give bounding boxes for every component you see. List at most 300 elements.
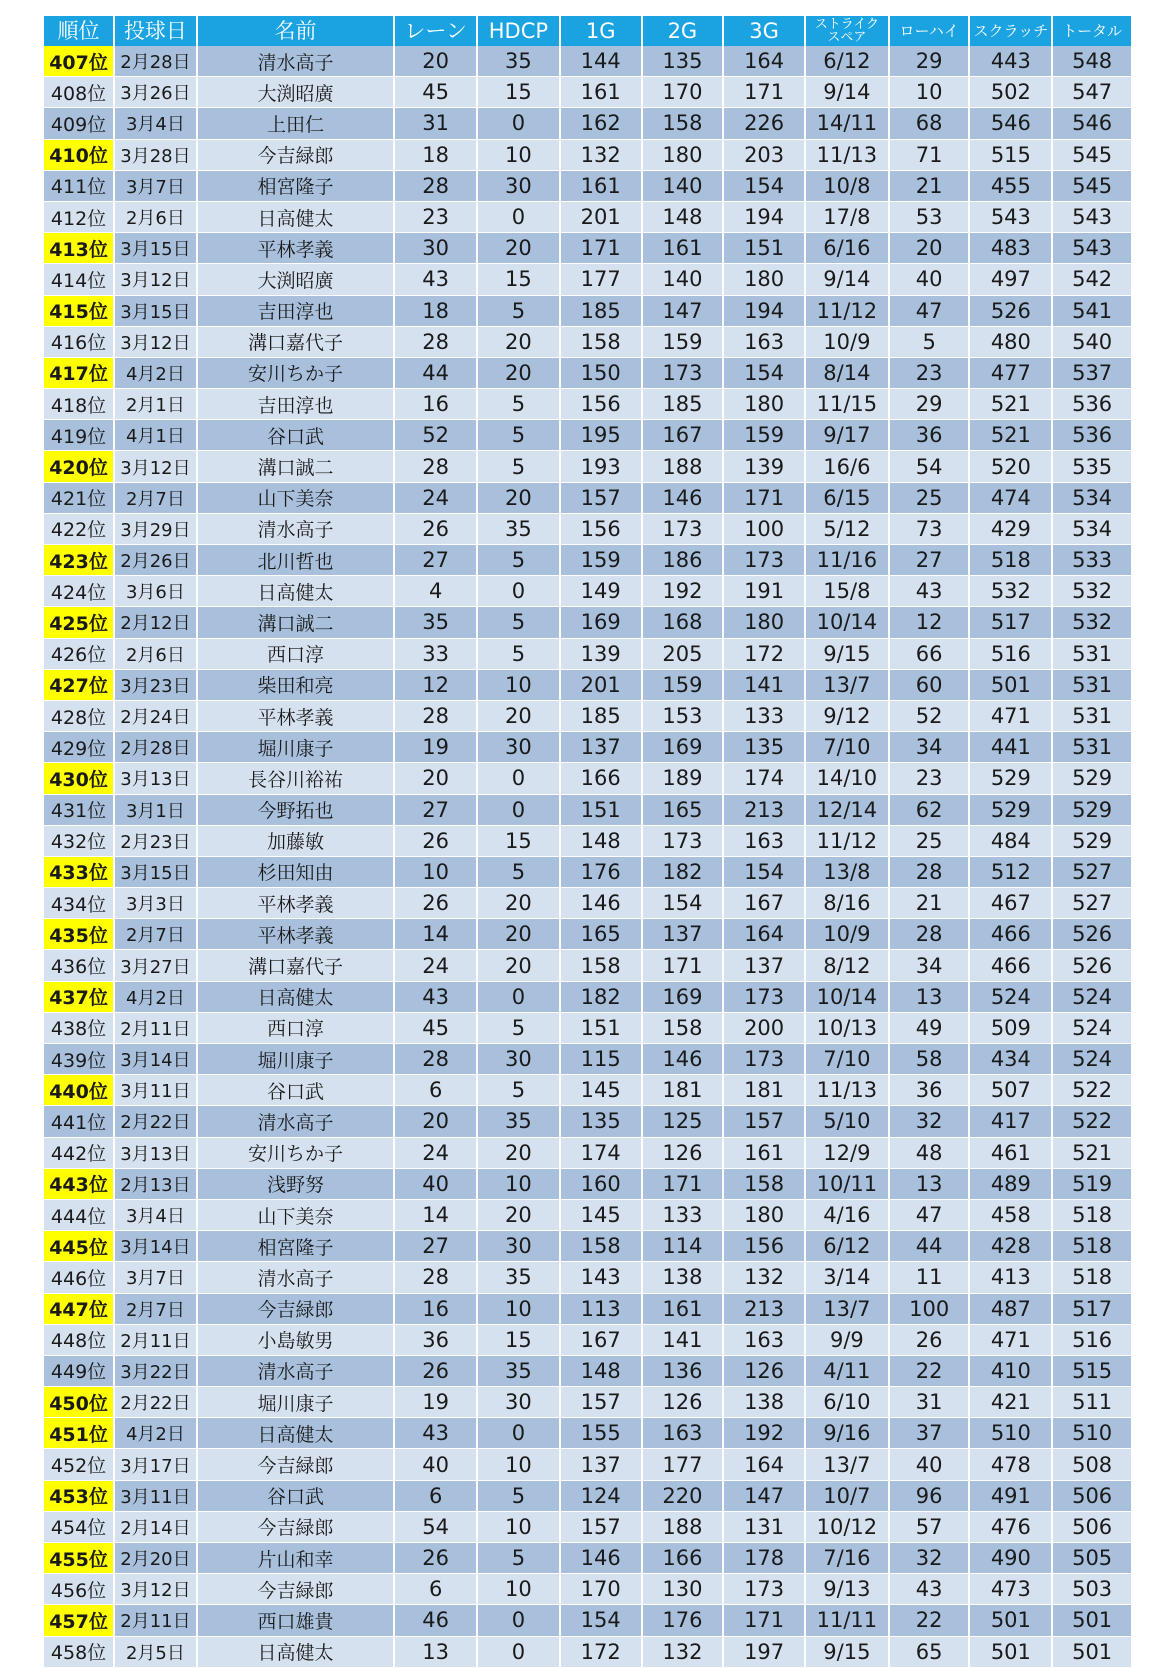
strike-spare-cell: 9/14 [805,77,889,108]
game2-score-cell: 192 [642,576,724,607]
low-high-cell: 62 [889,794,970,825]
table-row [44,389,1132,420]
game2-score-cell: 126 [642,1137,724,1168]
strike-spare-cell: 6/15 [805,482,889,513]
scratch-cell: 487 [969,1293,1052,1324]
low-high-cell: 13 [889,1168,970,1199]
total-cell: 536 [1052,420,1132,451]
rank-cell: 437位 [44,981,114,1012]
scratch-cell: 491 [969,1480,1052,1511]
rank-cell: 420位 [44,451,114,482]
player-name-cell: 今吉緑郎 [197,139,394,170]
lane-cell: 26 [394,1355,477,1386]
scratch-cell: 477 [969,357,1052,388]
game3-score-cell: 203 [723,139,805,170]
table-row [44,139,1132,170]
scratch-cell: 434 [969,1044,1052,1075]
player-name-cell: 谷口武 [197,1075,394,1106]
rank-cell: 415位 [44,295,114,326]
date-cell: 3月14日 [114,1231,197,1262]
rank-cell: 452位 [44,1449,114,1480]
low-high-cell: 28 [889,919,970,950]
scratch-cell: 497 [969,264,1052,295]
hdcp-cell: 10 [477,1511,560,1542]
game1-score-cell: 166 [560,763,642,794]
date-cell: 2月23日 [114,825,197,856]
hdcp-cell: 0 [477,1636,560,1667]
table-row [44,1137,1132,1168]
low-high-cell: 36 [889,1075,970,1106]
scratch-cell: 474 [969,482,1052,513]
header-date: 投球日 [114,16,197,46]
hdcp-cell: 30 [477,1044,560,1075]
date-cell: 3月14日 [114,1044,197,1075]
strike-spare-cell: 10/8 [805,170,889,201]
player-name-cell: 日高健太 [197,201,394,232]
date-cell: 2月14日 [114,1511,197,1542]
scratch-cell: 526 [969,295,1052,326]
rank-cell: 417位 [44,357,114,388]
hdcp-cell: 20 [477,1137,560,1168]
lane-cell: 24 [394,482,477,513]
table-row [44,1387,1132,1418]
lane-cell: 26 [394,825,477,856]
hdcp-cell: 20 [477,357,560,388]
game3-score-cell: 133 [723,700,805,731]
date-cell: 3月22日 [114,1355,197,1386]
game1-score-cell: 113 [560,1293,642,1324]
header-game2: 2G [642,16,724,46]
table-row [44,201,1132,232]
game3-score-cell: 100 [723,513,805,544]
scratch-cell: 480 [969,326,1052,357]
date-cell: 2月22日 [114,1106,197,1137]
game3-score-cell: 161 [723,1137,805,1168]
strike-spare-cell: 3/14 [805,1262,889,1293]
low-high-cell: 34 [889,950,970,981]
low-high-cell: 11 [889,1262,970,1293]
game1-score-cell: 146 [560,1543,642,1574]
hdcp-cell: 5 [477,1012,560,1043]
table-row [44,607,1132,638]
low-high-cell: 26 [889,1324,970,1355]
date-cell: 2月1日 [114,389,197,420]
low-high-cell: 43 [889,576,970,607]
strike-spare-cell: 7/16 [805,1543,889,1574]
low-high-cell: 65 [889,1636,970,1667]
low-high-cell: 60 [889,669,970,700]
game1-score-cell: 151 [560,794,642,825]
low-high-cell: 23 [889,357,970,388]
date-cell: 3月7日 [114,1262,197,1293]
low-high-cell: 32 [889,1543,970,1574]
hdcp-cell: 15 [477,825,560,856]
rank-cell: 418位 [44,389,114,420]
game2-score-cell: 205 [642,638,724,669]
total-cell: 546 [1052,108,1132,139]
scratch-cell: 521 [969,420,1052,451]
scratch-cell: 532 [969,576,1052,607]
scratch-cell: 458 [969,1199,1052,1230]
hdcp-cell: 10 [477,1449,560,1480]
low-high-cell: 100 [889,1293,970,1324]
game2-score-cell: 126 [642,1387,724,1418]
player-name-cell: 大渕昭廣 [197,77,394,108]
player-name-cell: 柴田和亮 [197,669,394,700]
strike-spare-cell: 16/6 [805,451,889,482]
date-cell: 3月7日 [114,170,197,201]
lane-cell: 43 [394,1418,477,1449]
game1-score-cell: 124 [560,1480,642,1511]
player-name-cell: 溝口嘉代子 [197,950,394,981]
player-name-cell: 今野拓也 [197,794,394,825]
rank-cell: 446位 [44,1262,114,1293]
lane-cell: 16 [394,389,477,420]
game1-score-cell: 185 [560,700,642,731]
hdcp-cell: 30 [477,1387,560,1418]
scratch-cell: 529 [969,794,1052,825]
table-row [44,763,1132,794]
total-cell: 524 [1052,1044,1132,1075]
total-cell: 516 [1052,1324,1132,1355]
game3-score-cell: 178 [723,1543,805,1574]
game2-score-cell: 133 [642,1199,724,1230]
rank-cell: 432位 [44,825,114,856]
low-high-cell: 28 [889,856,970,887]
strike-spare-cell: 7/10 [805,1044,889,1075]
game2-score-cell: 169 [642,732,724,763]
low-high-cell: 21 [889,888,970,919]
lane-cell: 26 [394,513,477,544]
hdcp-cell: 35 [477,46,560,77]
total-cell: 529 [1052,825,1132,856]
game2-score-cell: 188 [642,451,724,482]
low-high-cell: 25 [889,825,970,856]
scratch-cell: 489 [969,1168,1052,1199]
hdcp-cell: 5 [477,420,560,451]
table-row [44,1075,1132,1106]
date-cell: 3月12日 [114,264,197,295]
game1-score-cell: 193 [560,451,642,482]
scratch-cell: 466 [969,950,1052,981]
player-name-cell: 谷口武 [197,420,394,451]
low-high-cell: 31 [889,1387,970,1418]
hdcp-cell: 0 [477,108,560,139]
table-row [44,1636,1132,1667]
game3-score-cell: 226 [723,108,805,139]
scratch-cell: 417 [969,1106,1052,1137]
hdcp-cell: 20 [477,919,560,950]
lane-cell: 20 [394,763,477,794]
game2-score-cell: 185 [642,389,724,420]
date-cell: 3月4日 [114,1199,197,1230]
scratch-cell: 521 [969,389,1052,420]
game2-score-cell: 140 [642,264,724,295]
game1-score-cell: 177 [560,264,642,295]
header-rank: 順位 [44,16,114,46]
game2-score-cell: 182 [642,856,724,887]
table-row [44,1044,1132,1075]
table-row [44,295,1132,326]
table-row [44,981,1132,1012]
strike-spare-cell: 13/7 [805,1293,889,1324]
lane-cell: 27 [394,1231,477,1262]
lane-cell: 43 [394,264,477,295]
game3-score-cell: 213 [723,1293,805,1324]
lane-cell: 28 [394,326,477,357]
hdcp-cell: 35 [477,513,560,544]
rank-cell: 408位 [44,77,114,108]
strike-spare-cell: 9/17 [805,420,889,451]
strike-spare-cell: 12/14 [805,794,889,825]
table-row [44,513,1132,544]
table-row [44,1605,1132,1636]
game1-score-cell: 148 [560,1355,642,1386]
table-row [44,1574,1132,1605]
total-cell: 529 [1052,763,1132,794]
game2-score-cell: 220 [642,1480,724,1511]
game2-score-cell: 148 [642,201,724,232]
scratch-cell: 543 [969,201,1052,232]
player-name-cell: 今吉緑郎 [197,1293,394,1324]
total-cell: 541 [1052,295,1132,326]
hdcp-cell: 35 [477,1355,560,1386]
rank-cell: 428位 [44,700,114,731]
game1-score-cell: 176 [560,856,642,887]
low-high-cell: 34 [889,732,970,763]
game1-score-cell: 158 [560,1231,642,1262]
rank-cell: 435位 [44,919,114,950]
strike-spare-cell: 9/15 [805,1636,889,1667]
hdcp-cell: 5 [477,1075,560,1106]
game1-score-cell: 185 [560,295,642,326]
game3-score-cell: 173 [723,981,805,1012]
lane-cell: 24 [394,1137,477,1168]
hdcp-cell: 20 [477,1199,560,1230]
game1-score-cell: 170 [560,1574,642,1605]
strike-spare-cell: 15/8 [805,576,889,607]
hdcp-cell: 5 [477,545,560,576]
player-name-cell: 小島敏男 [197,1324,394,1355]
lane-cell: 4 [394,576,477,607]
scratch-cell: 471 [969,1324,1052,1355]
total-cell: 545 [1052,170,1132,201]
game3-score-cell: 194 [723,201,805,232]
date-cell: 2月22日 [114,1387,197,1418]
table-row [44,77,1132,108]
scratch-cell: 546 [969,108,1052,139]
game2-score-cell: 158 [642,1012,724,1043]
scratch-cell: 520 [969,451,1052,482]
game2-score-cell: 158 [642,108,724,139]
table-row [44,451,1132,482]
low-high-cell: 44 [889,1231,970,1262]
game3-score-cell: 159 [723,420,805,451]
game1-score-cell: 115 [560,1044,642,1075]
lane-cell: 28 [394,170,477,201]
hdcp-cell: 0 [477,1418,560,1449]
rank-cell: 421位 [44,482,114,513]
total-cell: 501 [1052,1636,1132,1667]
table-row [44,700,1132,731]
table-row [44,1480,1132,1511]
hdcp-cell: 30 [477,1231,560,1262]
game3-score-cell: 139 [723,451,805,482]
strike-spare-cell: 14/10 [805,763,889,794]
low-high-cell: 66 [889,638,970,669]
rank-cell: 453位 [44,1480,114,1511]
player-name-cell: 日高健太 [197,1418,394,1449]
total-cell: 508 [1052,1449,1132,1480]
date-cell: 3月4日 [114,108,197,139]
scratch-cell: 490 [969,1543,1052,1574]
total-cell: 527 [1052,856,1132,887]
scratch-cell: 443 [969,46,1052,77]
date-cell: 3月3日 [114,888,197,919]
strike-spare-cell: 6/16 [805,233,889,264]
game2-score-cell: 132 [642,1636,724,1667]
table-row [44,108,1132,139]
lane-cell: 44 [394,357,477,388]
game3-score-cell: 163 [723,1324,805,1355]
date-cell: 2月7日 [114,919,197,950]
game3-score-cell: 132 [723,1262,805,1293]
header-strike-spare: ストライク スペア [805,16,889,46]
game1-score-cell: 146 [560,888,642,919]
game3-score-cell: 192 [723,1418,805,1449]
lane-cell: 6 [394,1480,477,1511]
date-cell: 3月27日 [114,950,197,981]
game1-score-cell: 150 [560,357,642,388]
rank-cell: 442位 [44,1137,114,1168]
hdcp-cell: 0 [477,763,560,794]
game1-score-cell: 161 [560,77,642,108]
game1-score-cell: 132 [560,139,642,170]
rank-cell: 455位 [44,1543,114,1574]
lane-cell: 45 [394,1012,477,1043]
lane-cell: 10 [394,856,477,887]
game3-score-cell: 158 [723,1168,805,1199]
game2-score-cell: 186 [642,545,724,576]
low-high-cell: 71 [889,139,970,170]
scratch-cell: 478 [969,1449,1052,1480]
scratch-cell: 413 [969,1262,1052,1293]
low-high-cell: 57 [889,1511,970,1542]
player-name-cell: 清水高子 [197,46,394,77]
header-low-high: ローハイ [889,16,970,46]
rank-cell: 424位 [44,576,114,607]
player-name-cell: 平林孝義 [197,233,394,264]
date-cell: 3月12日 [114,1574,197,1605]
lane-cell: 14 [394,919,477,950]
game3-score-cell: 173 [723,1574,805,1605]
game3-score-cell: 173 [723,545,805,576]
table-row [44,1355,1132,1386]
low-high-cell: 23 [889,763,970,794]
rank-cell: 409位 [44,108,114,139]
game2-score-cell: 161 [642,1293,724,1324]
game3-score-cell: 171 [723,77,805,108]
low-high-cell: 13 [889,981,970,1012]
date-cell: 3月23日 [114,669,197,700]
lane-cell: 28 [394,1044,477,1075]
player-name-cell: 西口雄貴 [197,1605,394,1636]
game1-score-cell: 137 [560,1449,642,1480]
table-row [44,825,1132,856]
date-cell: 3月13日 [114,1137,197,1168]
low-high-cell: 10 [889,77,970,108]
table-row [44,357,1132,388]
total-cell: 531 [1052,669,1132,700]
low-high-cell: 73 [889,513,970,544]
date-cell: 4月2日 [114,981,197,1012]
game2-score-cell: 154 [642,888,724,919]
rank-cell: 458位 [44,1636,114,1667]
low-high-cell: 54 [889,451,970,482]
game2-score-cell: 166 [642,1543,724,1574]
rank-cell: 449位 [44,1355,114,1386]
lane-cell: 12 [394,669,477,700]
player-name-cell: 安川ちか子 [197,1137,394,1168]
total-cell: 532 [1052,576,1132,607]
game2-score-cell: 163 [642,1418,724,1449]
total-cell: 534 [1052,513,1132,544]
game1-score-cell: 182 [560,981,642,1012]
game3-score-cell: 154 [723,856,805,887]
game1-score-cell: 169 [560,607,642,638]
table-row [44,1199,1132,1230]
game3-score-cell: 181 [723,1075,805,1106]
player-name-cell: 吉田淳也 [197,389,394,420]
scratch-cell: 466 [969,919,1052,950]
lane-cell: 6 [394,1574,477,1605]
player-name-cell: 北川哲也 [197,545,394,576]
date-cell: 3月11日 [114,1075,197,1106]
game2-score-cell: 136 [642,1355,724,1386]
game2-score-cell: 125 [642,1106,724,1137]
table-row [44,950,1132,981]
lane-cell: 52 [394,420,477,451]
lane-cell: 18 [394,139,477,170]
strike-spare-cell: 11/13 [805,1075,889,1106]
lane-cell: 31 [394,108,477,139]
rank-cell: 448位 [44,1324,114,1355]
rank-cell: 454位 [44,1511,114,1542]
scratch-cell: 509 [969,1012,1052,1043]
table-row [44,482,1132,513]
lane-cell: 18 [394,295,477,326]
date-cell: 2月11日 [114,1324,197,1355]
rank-cell: 429位 [44,732,114,763]
player-name-cell: 清水高子 [197,1106,394,1137]
lane-cell: 26 [394,888,477,919]
table-row [44,638,1132,669]
game3-score-cell: 163 [723,326,805,357]
scratch-cell: 502 [969,77,1052,108]
player-name-cell: 日高健太 [197,981,394,1012]
low-high-cell: 47 [889,295,970,326]
game3-score-cell: 180 [723,264,805,295]
game1-score-cell: 139 [560,638,642,669]
game2-score-cell: 138 [642,1262,724,1293]
game1-score-cell: 174 [560,1137,642,1168]
total-cell: 526 [1052,919,1132,950]
date-cell: 2月6日 [114,638,197,669]
hdcp-cell: 0 [477,201,560,232]
rank-cell: 431位 [44,794,114,825]
date-cell: 2月28日 [114,732,197,763]
total-cell: 518 [1052,1199,1132,1230]
